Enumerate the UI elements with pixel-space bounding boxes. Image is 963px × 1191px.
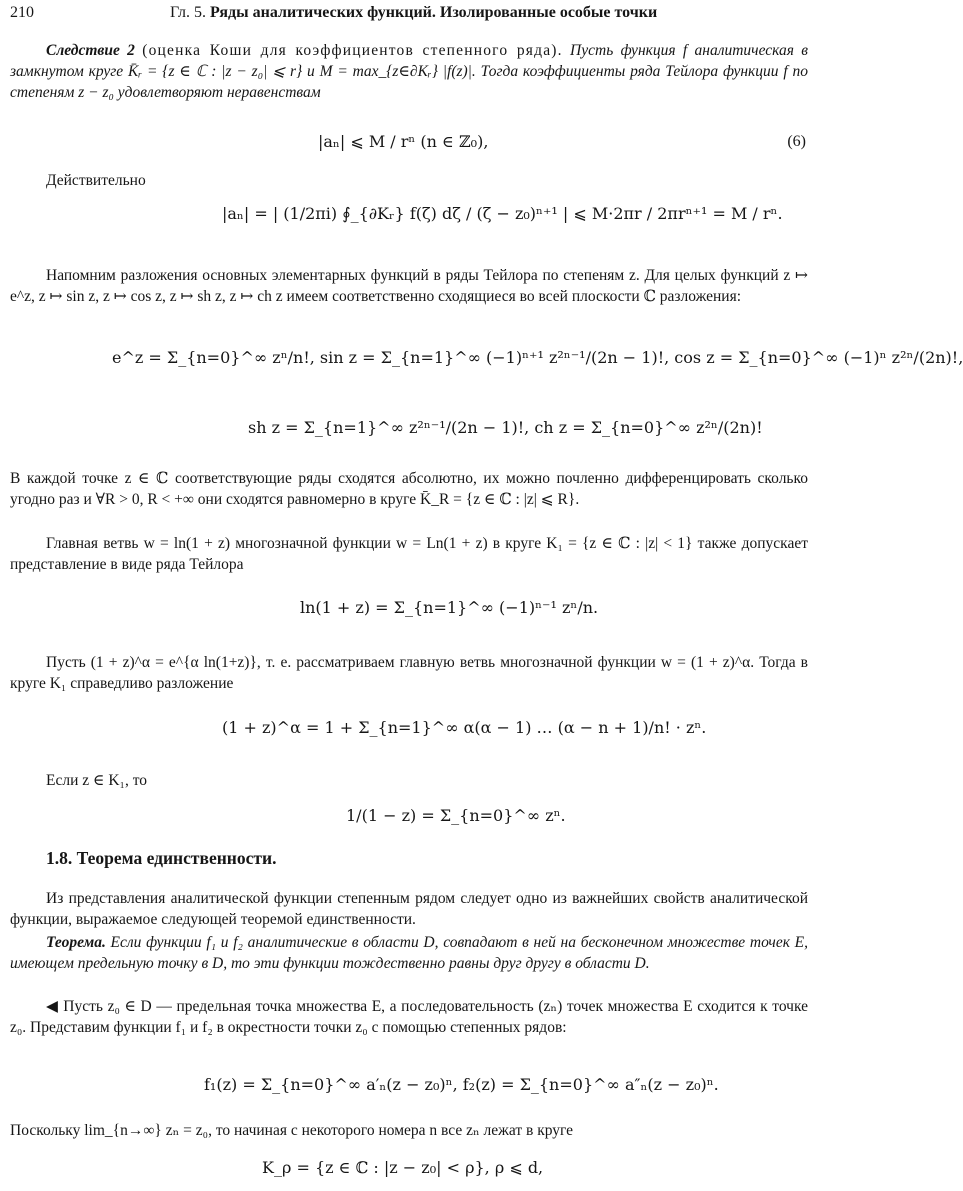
indeed-text: Действительно: [46, 172, 146, 189]
proof-paragraph: ◀ Пусть z₀ ∈ D — предельная точка множества E, а последовательность (zₙ) точек множества E сходится к точке z₀. Представим функции f₁ и f₂ в окрестности точки z₀ с помощью степенных рядов:: [10, 998, 808, 1036]
corollary-text: Пусть функция f аналитическая в замкнутом круге K̄ᵣ = {z ∈ ℂ : |z − z₀| ⩽ r} и M = max_{z∈∂Kᵣ} |f(z)|. Тогда коэффициенты ряда Тейлора функции f по степеням z − z₀ удовлетворяют неравенствам: [10, 42, 809, 101]
theorem-label: Теорема.: [46, 934, 106, 951]
corollary-paren: (оценка Коши для коэффициентов степенного ряда).: [142, 42, 563, 59]
alpha-paragraph: Пусть (1 + z)^α = e^{α ln(1+z)}, т. е. рассматриваем главную ветвь многозначной функции w = (1 + z)^α. Тогда в круге K₁ справедливо разложение: [10, 654, 808, 692]
formula-ln: ln(1 + z) = Σ_{n=1}^∞ (−1)ⁿ⁻¹ zⁿ/n.: [300, 598, 599, 617]
formula-k-rho: K_ρ = {z ∈ ℂ : |z − z₀| < ρ}, ρ ⩽ d,: [262, 1158, 544, 1177]
uniqueness-intro-paragraph: Из представления аналитической функции степенным рядом следует одно из важнейших свойств аналитической функции, выражаемое следующей теоремой единственности.: [10, 890, 808, 928]
page-number: 210: [10, 4, 34, 21]
each-point-paragraph: В каждой точке z ∈ ℂ соответствующие ряды сходятся абсолютно, их можно почленно дифференцировать сколько угодно раз и ∀R > 0, R < +∞ они сходятся равномерно в круге K̄_R = {z ∈ ℂ : |z| ⩽ R}.: [10, 470, 808, 508]
theorem-paragraph: [10, 932, 808, 974]
formula-cauchy-estimate: |aₙ| ⩽ M / rⁿ (n ∈ ℤ₀),: [318, 132, 489, 151]
equation-number: (6): [787, 133, 806, 150]
section-heading: 1.8. Теорема единственности.: [46, 848, 277, 868]
formula-cauchy-integral: |aₙ| = | (1/2πi) ∮_{∂Kᵣ} f(ζ) dζ / (ζ − z₀)ⁿ⁺¹ | ⩽ M·2πr / 2πrⁿ⁺¹ = M / rⁿ.: [222, 204, 783, 223]
formula-exp-sin-cos: e^z = Σ_{n=0}^∞ zⁿ/n!, sin z = Σ_{n=1}^∞ (−1)ⁿ⁺¹ z²ⁿ⁻¹/(2n − 1)!, cos z = Σ_{n=0}^∞ (−1)ⁿ z²ⁿ/(2n)!,: [112, 348, 963, 367]
formula-binomial: (1 + z)^α = 1 + Σ_{n=1}^∞ α(α − 1) … (α − n + 1)/n! · zⁿ.: [222, 718, 707, 737]
formula-f1-f2: f₁(z) = Σ_{n=0}^∞ a′ₙ(z − z₀)ⁿ, f₂(z) = Σ_{n=0}^∞ a″ₙ(z − z₀)ⁿ.: [204, 1075, 719, 1094]
formula-geometric: 1/(1 − z) = Σ_{n=0}^∞ zⁿ.: [346, 806, 566, 825]
chapter-title: Ряды аналитических функций. Изолированные особые точки: [210, 4, 658, 21]
theorem-text: Если функции f₁ и f₂ аналитические в области D, совпадают в ней на бесконечном множестве точек E, имеющем предельную точку в D, то эти функции тождественно равны друг другу в области D.: [10, 934, 808, 972]
corollary-label: Следствие 2: [46, 42, 135, 59]
corollary-paragraph: [10, 40, 808, 103]
recall-paragraph: Напомним разложения основных элементарных функций в ряды Тейлора по степеням z. Для целых функций z ↦ e^z, z ↦ sin z, z ↦ cos z, z ↦ sh z, z ↦ ch z имеем соответственно сходящиеся во всей плоскости ℂ разложения:: [10, 267, 808, 305]
main-branch-paragraph: Главная ветвь w = ln(1 + z) многозначной функции w = Ln(1 + z) в круге K₁ = {z ∈ ℂ : |z| < 1} также допускает представление в виде ряда Тейлора: [10, 535, 808, 573]
since-paragraph: Поскольку lim_{n→∞} zₙ = z₀, то начиная с некоторого номера n все zₙ лежат в круге: [10, 1122, 574, 1139]
running-header: [10, 4, 808, 26]
chapter-label: Гл. 5.: [170, 4, 207, 21]
formula-sh-ch: sh z = Σ_{n=1}^∞ z²ⁿ⁻¹/(2n − 1)!, ch z = Σ_{n=0}^∞ z²ⁿ/(2n)!: [248, 418, 763, 437]
if-z-text: Если z ∈ K₁, то: [46, 772, 148, 789]
running-title: [170, 4, 657, 22]
